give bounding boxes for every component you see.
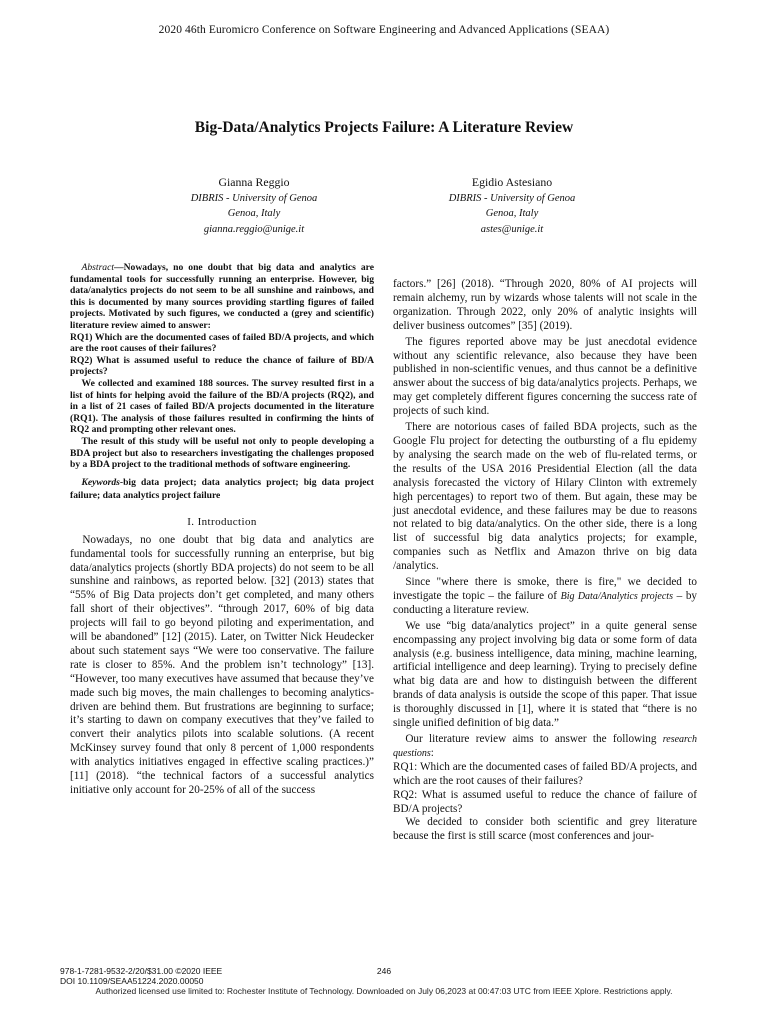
author-affiliation: DIBRIS - University of Genoa bbox=[190, 192, 318, 204]
author-email[interactable]: gianna.reggio@unige.it bbox=[203, 223, 305, 235]
author-block bbox=[124, 175, 384, 237]
conference-header: 2020 46th Euromicro Conference on Software Engineering and Advanced Applications (SEAA) bbox=[158, 24, 610, 36]
abstract-rq1: RQ1) Which are the documented cases of failed BD/A projects, and which are the root causes of their failures? bbox=[70, 331, 374, 355]
abstract-lead: Abstract bbox=[81, 262, 115, 273]
footer-isbn: 978-1-7281-9532-2/20/$31.00 ©2020 IEEE bbox=[60, 966, 223, 976]
keywords-lead: Keywords bbox=[81, 476, 120, 488]
body-paragraph: There are notorious cases of failed BDA projects, such as the Google Flu project for detecting the outbursting of a flu epidemy by analysing the search made on the web of flu-related terms, or the results of the USA 2016 Presidential Election (all the data analysis forecasted the victory of Hilary Clinton with extremely high percentages) to report two of them. But again, these may be just anecdotal evidence, and these failures may be due to reasons not related to big data/analytics. On the other side, there is a long list of successful big data analytics projects; for example, companies such as Netflix and Amazon thrive on big data /analytics. bbox=[393, 421, 697, 573]
abstract-paragraph: We collected and examined 188 sources. The survey resulted first in a list of hints for helping avoid the failure of the BD/A projects (RQ2), and in a list of 21 cases of failed BD/A projects documented in the literature (RQ1). The analysis of those failures resulted in confirming the hints of RQ2 and prompting other relevant ones. bbox=[70, 377, 374, 436]
body-paragraph: factors.” [26] (2018). “Through 2020, 80% of AI projects will remain alchemy, run by wizards whose talents will not scale in the organization. Through 2022, only 20% of analytic insights will deliver business outcomes” [35] (2019). bbox=[393, 278, 697, 332]
body-paragraph: We use “big data/analytics project” in a quite general sense encompassing any project involving big data or some form of data analysis (e.g. business intelligence, data mining, machine learning, artificial intelligence and deep learning). Trying to precisely define what big data are and how to distinguish between the different brands of data analysis is outside the scope of this paper. That issue is thoroughly discussed in [1], where it is stated that “there is no single unified definition of big data.” bbox=[393, 619, 697, 730]
author-name: Gianna Reggio bbox=[218, 175, 290, 189]
abstract-paragraph: Abstract—Nowadays, no one doubt that big data and analytics are fundamental tools for successfully running an enterprise. However, big data/analytics projects do not seem to be all sunshine and rainbows, and this is documented by many sources providing startling figures of failed projects. Motivated by such figures, we conducted a (grey and scientific) literature review aimed to answer: bbox=[70, 262, 374, 331]
research-question-1: RQ1: Which are the documented cases of failed BD/A projects, and which are the root causes of their failures? bbox=[393, 760, 697, 787]
section-heading: I. Introduction bbox=[187, 515, 257, 528]
author-location: Genoa, Italy bbox=[227, 208, 281, 219]
author-email[interactable]: astes@unige.it bbox=[480, 223, 544, 235]
abstract-paragraph: The result of this study will be useful not only to people developing a BDA project but also to researchers investigating the challenges proposed by a BDA project to the traditional methods of software engineering. bbox=[70, 435, 374, 471]
body-paragraph: Nowadays, no one doubt that big data and analytics are fundamental tools for successfully running an enterprise, but big data/analytics projects (shortly BDA projects) do not seem to be all sunshine and rainbows, as reported below. [32] (2013) states that “55% of Big Data projects don’t get completed, and many others fall short of their objectives”. “through 2017, 60% of big data projects will fail to go beyond piloting and experimentation, and will be abandoned” [12] (2015). Later, on Twitter Nick Heudecker about such statement says “We were too conservative. The failure rate is closer to 85%. And the problem isn’t technology” [13]. “However, too many executives have assumed that because they’ve made such big moves, the main challenges to becoming analytics-driven are behind them. But frustrations are beginning to surface; it’s starting to dawn on company executives that they’ve failed to convert their analytics pilots into scalable solutions. (A recent McKinsey survey found that only 8 percent of 1,000 respondents with analytics initiatives engaged in effective scaling practices.)” [11] (2018). “the technical factors of a successful analytics initiative only account for 20-25% of all of the success bbox=[70, 533, 374, 796]
page-number: 246 bbox=[376, 966, 392, 976]
body-paragraph: We decided to consider both scientific and grey literature because the first is still scarce (most conferences and jour- bbox=[393, 816, 697, 843]
license-notice: Authorized licensed use limited to: Rochester Institute of Technology. Downloaded on July 06,2023 at 00:47:03 UTC from IEEE Xplore. Restrictions apply. bbox=[95, 986, 673, 996]
footer-doi: DOI 10.1109/SEAA51224.2020.00050 bbox=[60, 976, 204, 986]
author-affiliation: DIBRIS - University of Genoa bbox=[448, 192, 576, 204]
right-column bbox=[393, 278, 697, 844]
paper-title: Big-Data/Analytics Projects Failure: A Literature Review bbox=[194, 119, 574, 136]
research-question-2: RQ2: What is assumed useful to reduce the chance of failure of BD/A projects? bbox=[393, 788, 697, 815]
body-paragraph: Since "where there is smoke, there is fire," we decided to investigate the topic – the failure of Big Data/Analytics projects – by conducting a literature review. bbox=[393, 576, 698, 616]
abstract-rq2: RQ2) What is assumed useful to reduce the chance of failure of BD/A projects? bbox=[70, 354, 374, 378]
keywords: Keywords-big data project; data analytics project; big data project failure; data analytics project failure bbox=[70, 476, 374, 501]
author-location: Genoa, Italy bbox=[485, 208, 539, 219]
body-paragraph: The figures reported above may be just anecdotal evidence without any scientific relevance, also because they have been published in non-scientific venues, and thus cannot be a definitive answer about the success of big data/analytics projects. Perhaps, we may get completely different figures concerning the success rate of projects of such kind. bbox=[393, 335, 697, 418]
author-block bbox=[382, 175, 642, 237]
left-column bbox=[70, 262, 374, 798]
author-name: Egidio Astesiano bbox=[471, 175, 553, 189]
body-paragraph: Our literature review aims to answer the following research questions: bbox=[393, 733, 697, 759]
